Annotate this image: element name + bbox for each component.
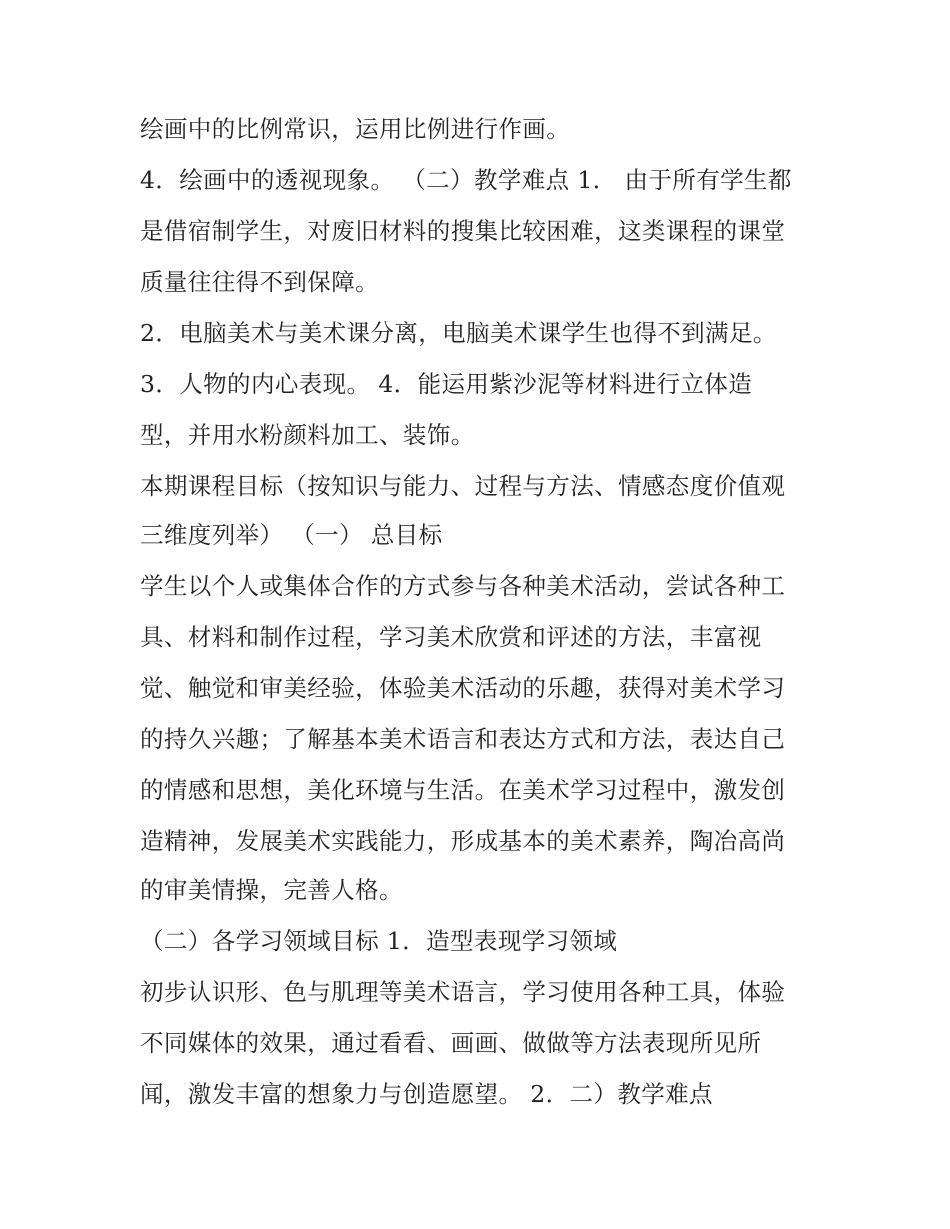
- text-line: 是借宿制学生，对废旧材料的搜集比较困难，这类课程的课堂: [140, 217, 786, 245]
- text-line: （二）各学习领域目标 1．造型表现学习领域: [140, 927, 618, 955]
- text-line: 本期课程目标（按知识与能力、过程与方法、情感态度价值观: [140, 472, 786, 500]
- text-line: 不同媒体的效果，通过看看、画画、做做等方法表现所见所: [140, 1029, 762, 1057]
- text-line: 觉、触觉和审美经验，体验美术活动的乐趣，获得对美术学习: [140, 674, 786, 702]
- text-line: 学生以个人或集体合作的方式参与各种美术活动，尝试各种工: [140, 572, 786, 600]
- text-line: 质量往往得不到保障。: [140, 268, 379, 296]
- text-line: 具、材料和制作过程，学习美术欣赏和评述的方法，丰富视: [140, 623, 762, 651]
- text-line: 三维度列举） （一） 总目标: [140, 521, 443, 549]
- text-line: 4．绘画中的透视现象。 （二）教学难点 1． 由于所有学生都: [140, 166, 792, 194]
- text-line: 3．人物的内心表现。 4．能运用紫沙泥等材料进行立体造: [140, 370, 753, 398]
- text-line: 的审美情操，完善人格。: [140, 876, 403, 904]
- text-line: 型，并用水粉颜料加工、装饰。: [140, 421, 475, 449]
- text-line: 绘画中的比例常识，运用比例进行作画。: [140, 115, 571, 143]
- text-line: 闻，激发丰富的想象力与创造愿望。 2．二）教学难点: [140, 1080, 713, 1108]
- text-line: 的持久兴趣；了解基本美术语言和表达方式和方法，表达自己: [140, 725, 786, 753]
- text-line: 造精神，发展美术实践能力，形成基本的美术素养，陶冶高尚: [140, 827, 786, 855]
- text-line: 2．电脑美术与美术课分离，电脑美术课学生也得不到满足。: [140, 319, 777, 347]
- text-line: 的情感和思想，美化环境与生活。在美术学习过程中，激发创: [140, 776, 786, 804]
- text-line: 初步认识形、色与肌理等美术语言，学习使用各种工具，体验: [140, 978, 786, 1006]
